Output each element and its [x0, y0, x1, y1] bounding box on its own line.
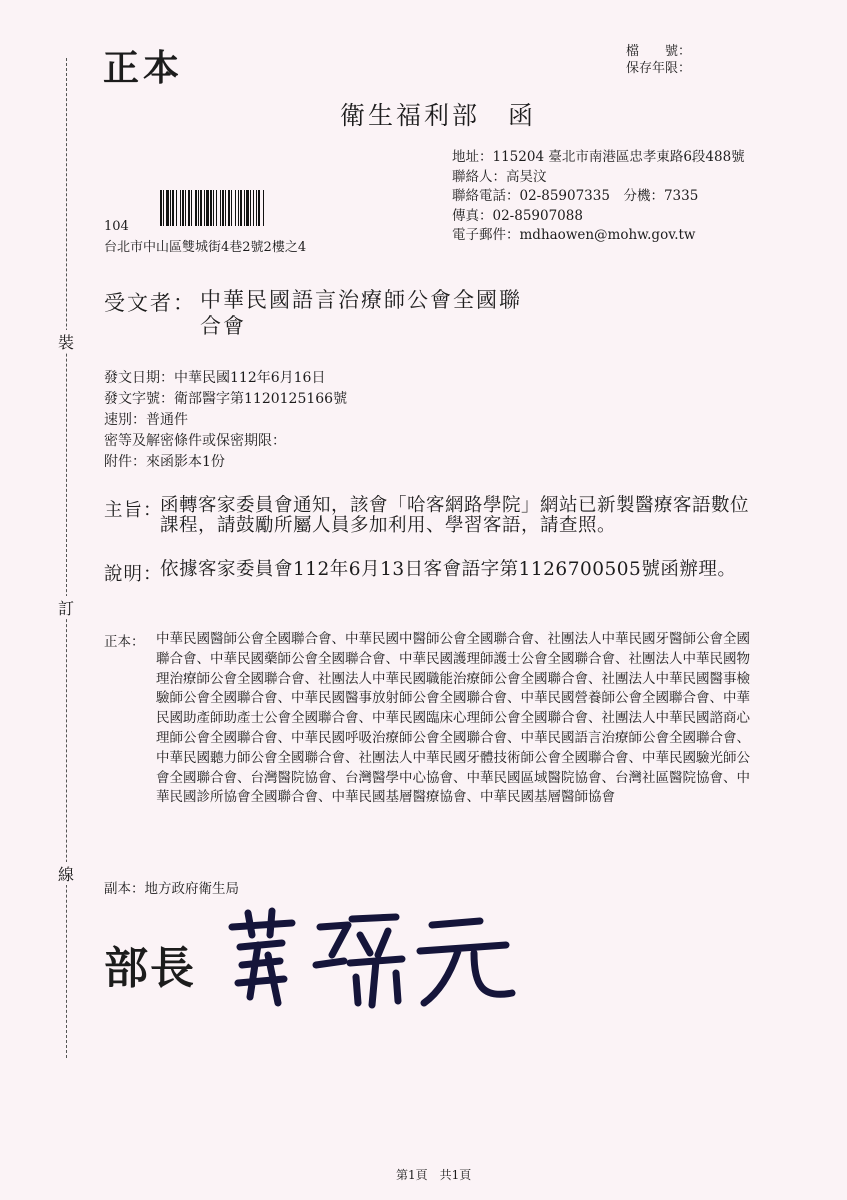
cc-label: 正本：	[104, 634, 145, 650]
contact-email: 電子郵件：mdhaowen@mohw.gov.tw	[452, 227, 696, 243]
mailing-postcode: 104	[104, 219, 129, 234]
barcode-bar	[264, 190, 265, 226]
issue-number: 發文字號：衛部醫字第1120125166號	[104, 391, 348, 407]
minister-title: 部長	[104, 943, 196, 994]
issue-secrecy: 密等及解密條件或保密期限：	[104, 433, 286, 449]
cc-recipients: 中華民國醫師公會全國聯合會、中華民國中醫師公會全國聯合會、社團法人中華民國牙醫師公會全國聯合會、中華民國藥師公會全國聯合會、中華民國護理師護士公會全國聯合會、社團法人中華民國物理治療師公會全國聯合會、社團法人中華民國職能治療師公會全國聯合會、社團法人中華民國醫事檢驗師公會全國聯合會、中華民國醫事放射師公會全國聯合會、中華民國營養師公會全國聯合會、中華民國助產師助產士公會全國聯合會、中華民國臨床心理師公會全國聯合會、社團法人中華民國諮商心理師公會全國聯合會、中華民國呼吸治療師公會全國聯合會、中華民國語言治療師公會全國聯合會、中華民國聽力師公會全國聯合會、社團法人中華民國牙體技術師公會全國聯合會、中華民國驗光師公會全國聯合會、台灣醫院協會、台灣醫學中心協會、中華民國區域醫院協會、台灣社區醫院協會、中華民國診所協會全國聯合會、中華民國基層醫療協會、中華民國基層醫師協會	[156, 631, 750, 806]
subject-text: 函轉客家委員會通知，該會「哈客網路學院」網站已新製醫療客語數位課程，請鼓勵所屬人員多加利用、學習客語，請查照。	[160, 495, 750, 536]
binding-mark-xian: 線	[56, 862, 76, 885]
contact-phone: 聯絡電話：02-85907335 分機：7335	[452, 188, 699, 204]
contact-address: 地址：115204 臺北市南港區忠孝東路6段488號	[452, 149, 745, 165]
file-number-label: 檔 號：	[626, 44, 692, 59]
document-meta	[626, 43, 691, 77]
copy-mark: 正本	[103, 47, 184, 89]
barcode	[160, 190, 356, 226]
issue-speed: 速別：普通件	[104, 412, 188, 428]
issue-date: 發文日期：中華民國112年6月16日	[104, 370, 326, 386]
description-text: 依據客家委員會112年6月13日客會語字第1126700505號函辦理。	[160, 559, 737, 580]
retention-label: 保存年限：	[626, 61, 692, 76]
issue-info	[104, 368, 347, 473]
binding-line	[66, 58, 67, 1058]
issue-attachment: 附件：來函影本1份	[104, 454, 225, 470]
page-number: 第1頁 共1頁	[396, 1168, 472, 1182]
recipient-label: 受文者：	[104, 291, 196, 315]
document-title: 衛生福利部 函	[340, 101, 537, 130]
binding-mark-zhuang: 裝	[56, 330, 76, 353]
description-label: 說明：	[104, 564, 163, 585]
subject-label: 主旨：	[104, 500, 163, 521]
mailing-address: 台北市中山區雙城街4巷2號2樓之4	[104, 240, 307, 255]
copy-recipients: 副本：地方政府衛生局	[104, 881, 239, 897]
contact-block	[452, 148, 745, 246]
contact-person: 聯絡人：高昊汶	[452, 168, 547, 185]
recipient-name: 中華民國語言治療師公會全國聯合會	[200, 288, 522, 338]
minister-signature	[220, 905, 520, 1010]
binding-mark-ding: 訂	[56, 596, 76, 619]
contact-fax: 傳真：02-85907088	[452, 207, 583, 224]
